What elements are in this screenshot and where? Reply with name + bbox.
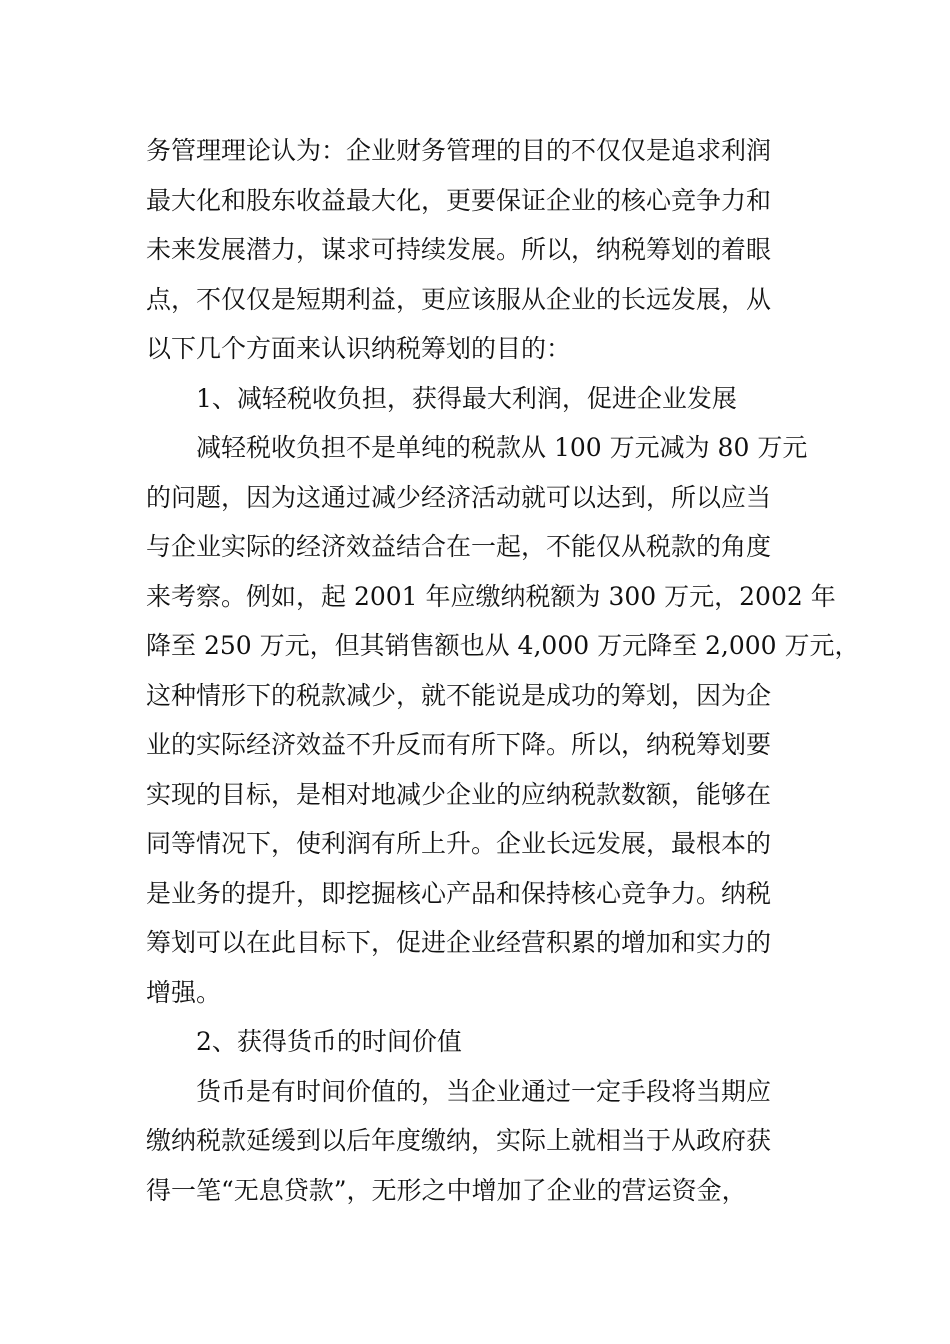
text-line: 点，不仅仅是短期利益，更应该服从企业的长远发展，从 — [146, 284, 772, 314]
text-line: 最大化和股东收益最大化，更要保证企业的核心竞争力和 — [146, 185, 772, 215]
text-line: 增强。 — [146, 977, 222, 1007]
text-line: 未来发展潜力，谋求可持续发展。所以，纳税筹划的着眼 — [146, 235, 772, 264]
text-line: 同等情况下，使利润有所上升。企业长远发展，最根本的 — [146, 829, 772, 858]
text-line: 这种情形下的税款减少，就不能说是成功的筹划，因为企 — [146, 680, 772, 710]
section-heading-2: 2、获得货币的时间价值 — [196, 1027, 462, 1056]
paragraph-start: 减轻税收负担不是单纯的税款从 100 万元减为 80 万元 — [196, 433, 808, 462]
text-line: 得一笔“无息贷款”，无形之中增加了企业的营运资金， — [146, 1175, 747, 1205]
text-line: 务管理理论认为：企业财务管理的目的不仅仅是追求利润 — [146, 136, 772, 165]
text-line: 降至 250 万元，但其销售额也从 4,000 万元降至 2,000 万元， — [146, 631, 860, 660]
section-heading-1: 1、减轻税收负担，获得最大利润，促进企业发展 — [196, 383, 737, 413]
text-line: 缴纳税款延缓到以后年度缴纳，实际上就相当于从政府获 — [146, 1126, 772, 1155]
text-line: 来考察。例如，起 2001 年应缴纳税额为 300 万元，2002 年 — [146, 581, 836, 611]
text-line: 的问题，因为这通过减少经济活动就可以达到，所以应当 — [146, 482, 772, 512]
text-line: 是业务的提升，即挖掘核心产品和保持核心竞争力。纳税 — [146, 878, 772, 908]
text-line: 与企业实际的经济效益结合在一起，不能仅从税款的角度 — [146, 532, 772, 561]
text-line: 以下几个方面来认识纳税筹划的目的： — [146, 334, 572, 363]
text-line: 筹划可以在此目标下，促进企业经营积累的增加和实力的 — [146, 928, 772, 957]
body-text — [146, 126, 860, 1215]
text-line: 业的实际经济效益不升反而有所下降。所以，纳税筹划要 — [146, 730, 772, 759]
paragraph-start: 货币是有时间价值的，当企业通过一定手段将当期应 — [196, 1076, 772, 1106]
text-line: 实现的目标，是相对地减少企业的应纳税款数额，能够在 — [146, 779, 772, 809]
